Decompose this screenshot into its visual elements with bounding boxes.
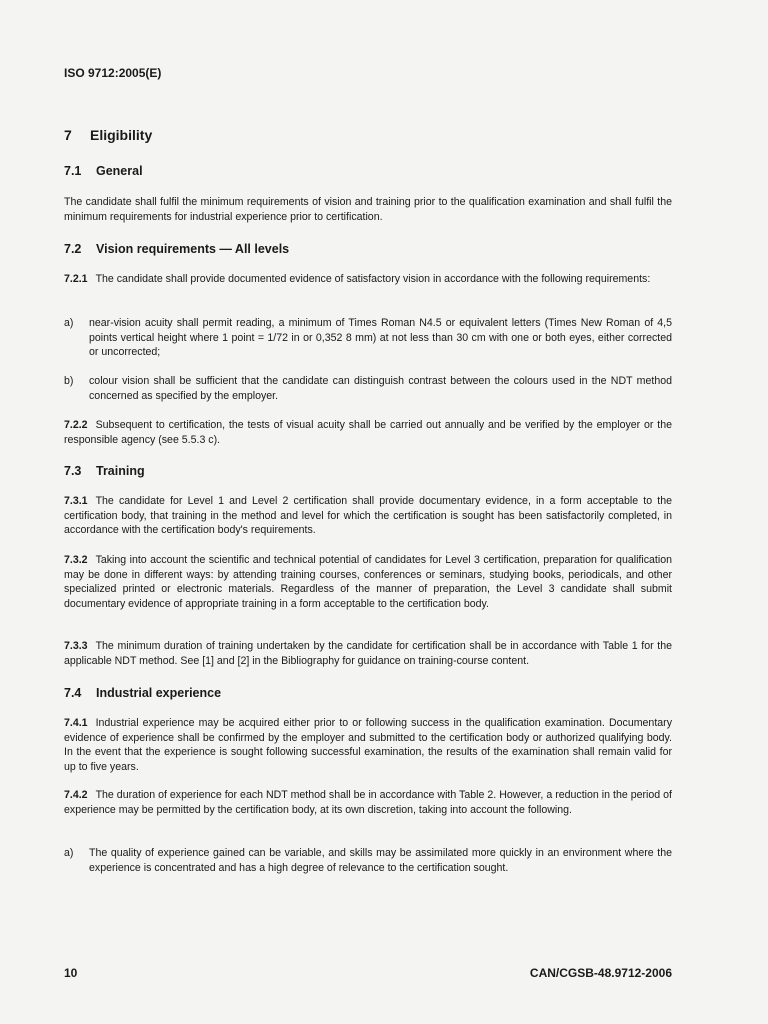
clause-text: Subsequent to certification, the tests of visual acuity shall be carried out annually and be verified by the employer or the responsible agency (see 5.5.3 c).: [64, 419, 672, 446]
page-number: 10: [64, 966, 78, 980]
subsection-number: 7.3: [64, 464, 82, 478]
document-id: ISO 9712:2005(E): [64, 66, 162, 80]
clause-number: 7.4.1: [64, 717, 88, 729]
clause-number: 7.3.2: [64, 554, 88, 566]
clause-text: Taking into account the scientific and technical potential of candidates for Level 3 certification, preparation for qualification may be done in different ways: by attending training courses, conferences or seminars, studying books, periodicals, and other specialized printed or electronic materials. Regardless of the manner of preparation, the Level 3 candidate shall submit documentary evidence of appropriate training in a form acceptable to the certification body.: [64, 554, 672, 610]
clause-text: The minimum duration of training undertaken by the candidate for certification shall be in accordance with Table 1 for the applicable NDT method. See [1] and [2] in the Bibliography for guidance on training-course content.: [64, 640, 672, 667]
list-text: near-vision acuity shall permit reading, a minimum of Times Roman N4.5 or equivalent letters (Times New Roman of 4,5 points vertical height where 1 point = 1/72 in or 0,352 8 mm) at not less than 30 cm with one or both eyes, either corrected or uncorrected;: [89, 317, 672, 359]
section-heading: [64, 127, 152, 143]
clause-text: The candidate shall provide documented evidence of satisfactory vision in accordance with the following requirements:: [95, 273, 651, 285]
list-text: colour vision shall be sufficient that the candidate can distinguish contrast between the colours used in the NDT method concerned as specified by the employer.: [89, 375, 672, 402]
subsection-heading-7-4: [64, 686, 221, 700]
list-marker: a): [64, 847, 74, 859]
subsection-title: Vision requirements — All levels: [96, 242, 290, 256]
subsection-heading-7-1: [64, 164, 143, 178]
section-number: 7: [64, 127, 72, 143]
list-item-vision-a: [64, 316, 672, 360]
list-item-vision-b: [64, 374, 672, 403]
clause-text: The candidate for Level 1 and Level 2 certification shall provide documentary evidence, in a form acceptable to the certification body, that training in the method and level for which the certification is sought has been satisfactorily completed, in accordance with the certification body's requirements.: [64, 495, 672, 537]
document-page: [64, 0, 672, 1024]
clause-number: 7.4.2: [64, 789, 88, 801]
subsection-heading-7-3: [64, 464, 145, 478]
list-item-experience-a: [64, 846, 672, 875]
clause-text: The duration of experience for each NDT method shall be in accordance with Table 2. However, a reduction in the period of experience may be permitted by the certification body, at its own discretion, taking into account the following.: [64, 789, 672, 816]
section-title: Eligibility: [90, 127, 153, 143]
subsection-title: General: [96, 164, 143, 178]
clause-7-2-2: [64, 418, 672, 447]
subsection-title: Industrial experience: [96, 686, 222, 700]
paragraph-general: The candidate shall fulfil the minimum requirements of vision and training prior to the qualification examination and shall fulfil the minimum requirements for industrial experience prior to certification.: [64, 196, 672, 223]
subsection-number: 7.1: [64, 164, 82, 178]
clause-7-2-1: [64, 272, 672, 287]
clause-7-3-2: [64, 553, 672, 611]
clause-7-4-2: [64, 788, 672, 817]
list-text: The quality of experience gained can be variable, and skills may be assimilated more quickly in an environment where the experience is concentrated and has a high degree of relevance to the certification sought.: [89, 847, 672, 874]
subsection-heading-7-2: [64, 242, 289, 256]
clause-7-3-1: [64, 494, 672, 538]
clause-number: 7.2.1: [64, 273, 88, 285]
clause-7-3-3: [64, 639, 672, 668]
clause-number: 7.3.1: [64, 495, 88, 507]
list-marker: a): [64, 317, 74, 329]
subsection-number: 7.2: [64, 242, 82, 256]
clause-text: Industrial experience may be acquired either prior to or following success in the qualification examination. Documentary evidence of experience shall be confirmed by the employer and submitted to the certification body or authorized qualifying body. In the event that the experience is sought following successful examination, the results of the examination shall remain valid for up to five years.: [64, 717, 672, 773]
clause-number: 7.3.3: [64, 640, 88, 652]
subsection-title: Training: [96, 464, 145, 478]
list-marker: b): [64, 375, 74, 387]
document-reference: CAN/CGSB-48.9712-2006: [529, 966, 672, 980]
clause-number: 7.2.2: [64, 419, 88, 431]
clause-7-4-1: [64, 716, 672, 774]
subsection-number: 7.4: [64, 686, 82, 700]
